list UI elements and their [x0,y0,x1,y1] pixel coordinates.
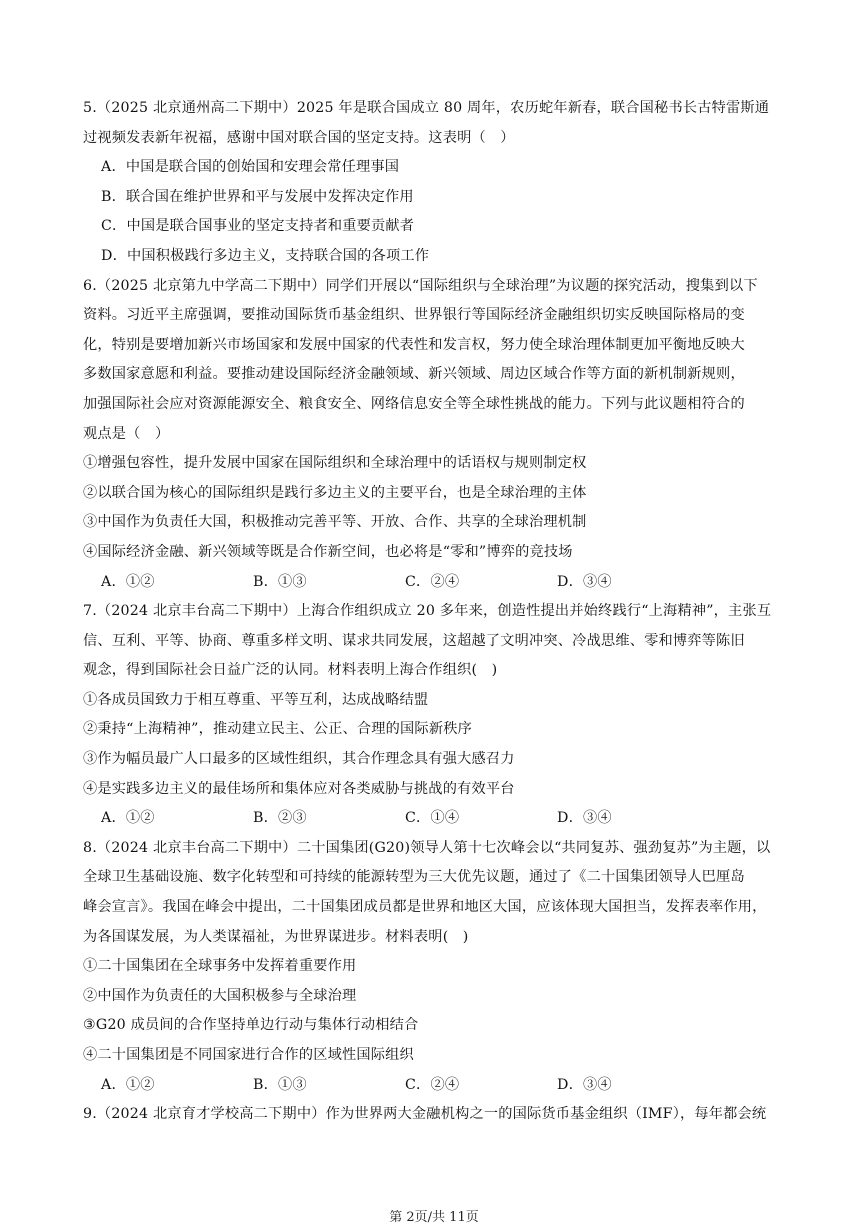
question-stem-line: 峰会宣言》。我国在峰会中提出，二十国集团成员都是世界和地区大国，应该体现大国担当，发挥表率作用， [83,899,767,916]
question-8 [83,834,795,1100]
question-stem-line: 7.（2024 北京丰台高二下期中）上海合作组织成立 20 多年来，创造性提出并始终践行“上海精神”，主张互 [83,603,772,620]
question-stem-line: 加强国际社会应对资源能源安全、粮食安全、网络信息安全等全球性挑战的能力。下列与此议题相符合的 [83,395,745,412]
answer-options [83,1071,795,1101]
question-6 [83,272,795,598]
answer-option: B．②③ [253,810,307,827]
statement-item: ②秉持“上海精神”，推动建立民主、公正、合理的国际新秩序 [83,721,472,738]
statement-item: ③作为幅员最广人口最多的区域性组织，其合作理念具有强大感召力 [83,751,515,768]
answer-option: B．联合国在维护世界和平与发展中发挥决定作用 [101,188,414,205]
question-stem-line: 8.（2024 北京丰台高二下期中）二十国集团(G20)领导人第十七次峰会以“共同复苏、强劲复苏”为主题，以 [83,839,771,856]
answer-option: C．中国是联合国事业的坚定支持者和重要贡献者 [101,218,415,235]
question-stem-line: 全球卫生基础设施、数字化转型和可持续的能源转型为三大优先议题，通过了《二十国集团领导人巴厘岛 [83,869,745,886]
page-footer: 第 2页/共 11页 [389,1210,479,1225]
question-stem-line: 化，特别是要增加新兴市场国家和发展中国家的代表性和发言权，努力使全球治理体制更加平衡地反映大 [83,336,745,353]
answer-option: D．③④ [557,573,612,590]
answer-option: C．②④ [405,573,460,590]
statement-item: ①增强包容性，提升发展中国家在国际组织和全球治理中的话语权与规则制定权 [83,455,587,472]
answer-option: A．①② [101,810,155,827]
answer-options [83,568,795,598]
question-stem-line: 过视频发表新年祝福，感谢中国对联合国的坚定支持。这表明（ ） [83,129,515,146]
question-stem-line: 观念，得到国际社会日益广泛的认同。材料表明上海合作组织( ) [83,662,498,679]
answer-option: D．③④ [557,1076,612,1093]
statement-item: ①各成员国致力于相互尊重、平等互利，达成战略结盟 [83,691,429,708]
answer-option: C．①④ [405,810,460,827]
answer-option: D．中国积极践行多边主义，支持联合国的各项工作 [101,247,430,264]
answer-option: D．③④ [557,810,612,827]
answer-options [83,804,795,834]
statement-item: ④国际经济金融、新兴领域等既是合作新空间，也必将是“零和”博弈的竞技场 [83,543,573,560]
question-stem-line: 5.（2025 北京通州高二下期中）2025 年是联合国成立 80 周年，农历蛇年新春，联合国秘书长古特雷斯通 [83,100,770,116]
statement-item: ②以联合国为核心的国际组织是践行多边主义的主要平台，也是全球治理的主体 [83,484,587,501]
question-9 [83,1100,795,1130]
question-stem-line: 资料。习近平主席强调，要推动国际货币基金组织、世界银行等国际经济金融组织切实反映国际格局的变 [83,307,745,324]
question-stem-line: 多数国家意愿和利益。要推动建设国际经济金融领域、新兴领域、周边区域合作等方面的新机制新规则， [83,366,745,383]
statement-item: ①二十国集团在全球事务中发挥着重要作用 [83,958,357,975]
statement-item: ③G20 成员间的合作坚持单边行动与集体行动相结合 [83,1017,419,1034]
answer-option: A．中国是联合国的创始国和安理会常任理事国 [101,159,400,176]
question-stem-line: 9.（2024 北京育才学校高二下期中）作为世界两大金融机构之一的国际货币基金组织（IMF），每年都会统 [83,1106,767,1123]
question-7 [83,597,795,834]
answer-option: A．①② [101,1076,155,1093]
question-stem-line: 为各国谋发展，为人类谋福祉，为世界谋进步。材料表明( ) [83,928,469,945]
answer-option: B．①③ [253,1076,307,1093]
question-5 [83,94,795,272]
statement-item: ③中国作为负责任大国，积极推动完善平等、开放、合作、共享的全球治理机制 [83,514,587,531]
question-stem-line: 6.（2025 北京第九中学高二下期中）同学们开展以“国际组织与全球治理”为议题的探究活动，搜集到以下 [83,277,758,294]
answer-option: A．①② [101,573,155,590]
statement-item: ④二十国集团是不同国家进行合作的区域性国际组织 [83,1047,414,1063]
question-stem-line: 信、互利、平等、协商、尊重多样文明、谋求共同发展，这超越了文明冲突、冷战思维、零和博弈等陈旧 [83,632,745,649]
question-list [83,94,795,1130]
statement-item: ④是实践多边主义的最佳场所和集体应对各类威胁与挑战的有效平台 [83,780,515,797]
statement-item: ②中国作为负责任的大国积极参与全球治理 [83,987,357,1004]
answer-option: B．①③ [253,573,307,590]
answer-option: C．②④ [405,1076,460,1093]
question-stem-line: 观点是（ ） [83,425,170,442]
